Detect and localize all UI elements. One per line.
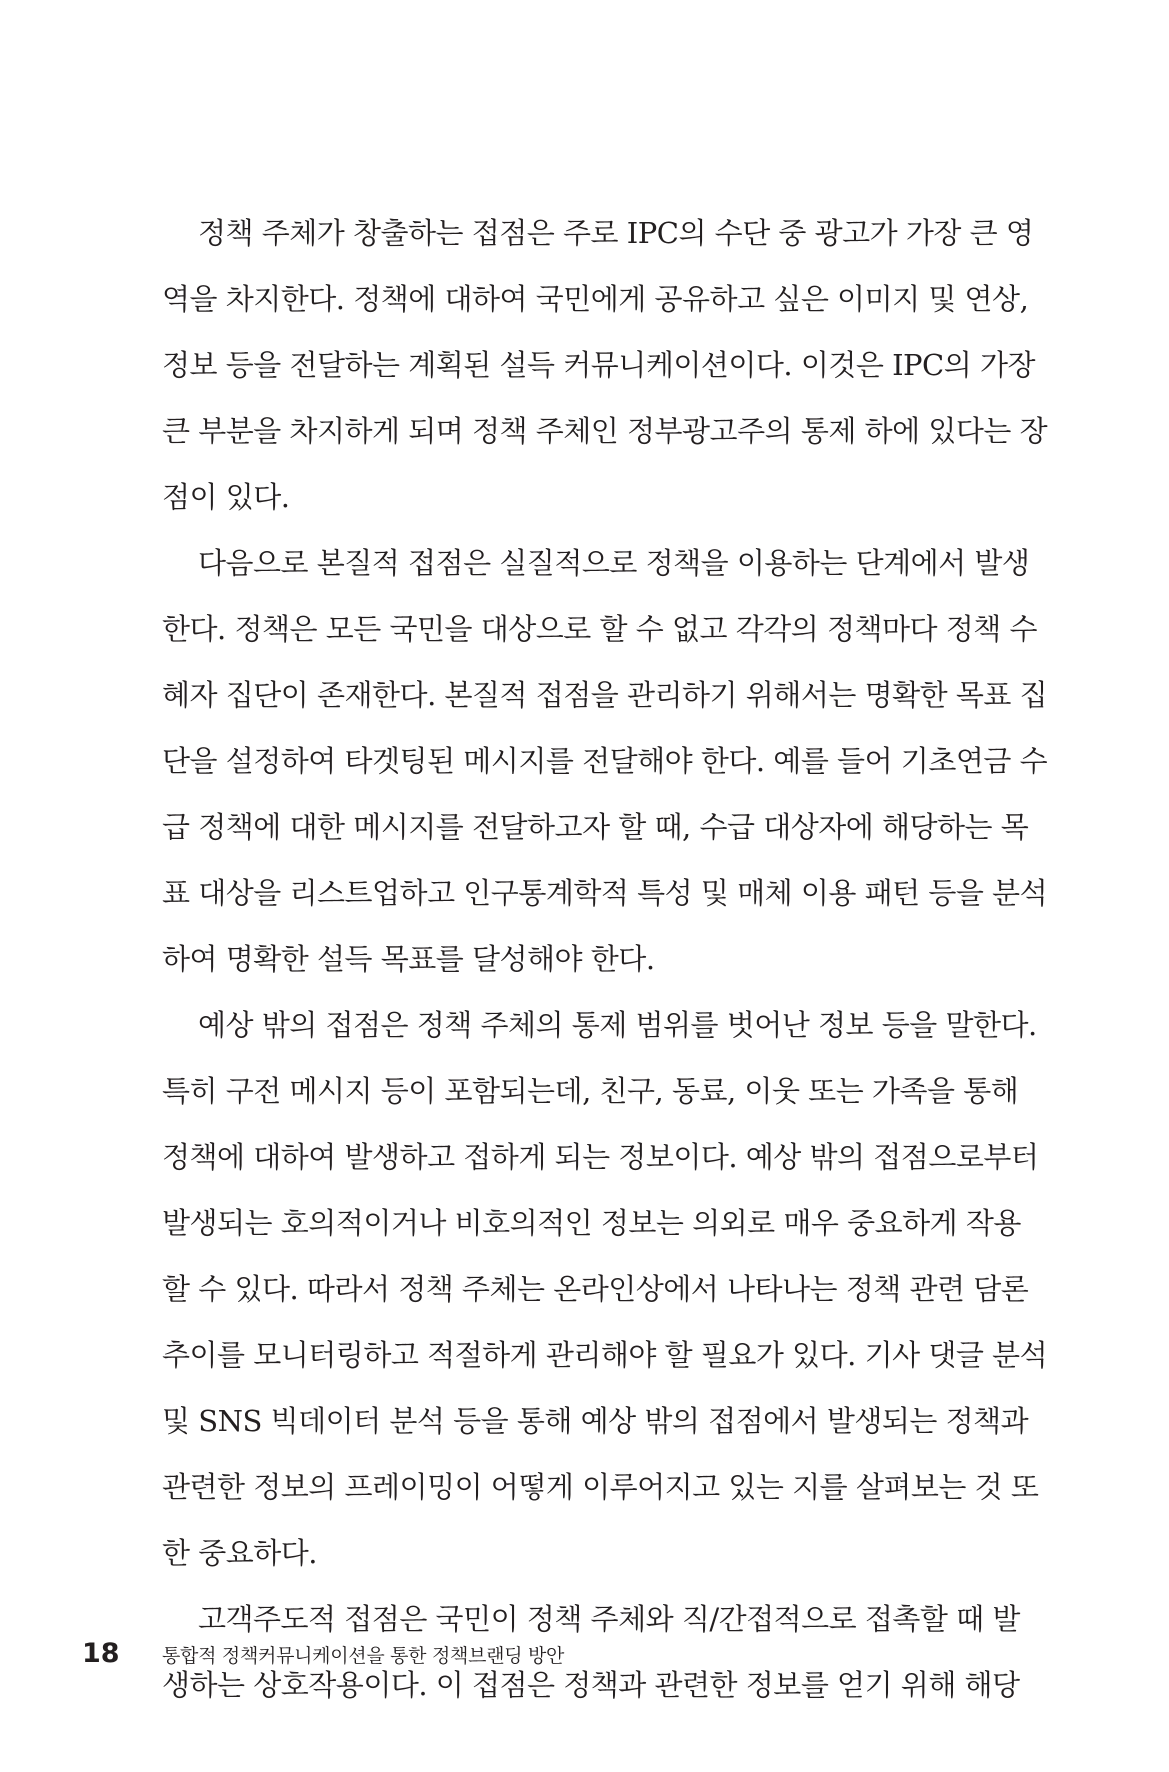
text-line: 추이를 모니터링하고 적절하게 관리해야 할 필요가 있다. 기사 댓글 분석: [162, 1338, 1048, 1372]
text-line: 한다. 정책은 모든 국민을 대상으로 할 수 없고 각각의 정책마다 정책 수: [162, 612, 1038, 646]
text-line: 표 대상을 리스트업하고 인구통계학적 특성 및 매체 이용 패턴 등을 분석: [162, 876, 1048, 910]
text-line: 예상 밖의 접점은 정책 주체의 통제 범위를 벗어난 정보 등을 말한다.: [198, 1008, 1037, 1042]
paragraph-unexpected-contact-points: [162, 992, 1048, 1586]
text-line: 및 SNS 빅데이터 분석 등을 통해 예상 밖의 접점에서 발생되는 정책과: [162, 1404, 1029, 1438]
paragraph-essential-contact-points: [162, 530, 1048, 992]
page-number: 18: [82, 1638, 120, 1669]
text-line: 정책에 대하여 발생하고 접하게 되는 정보이다. 예상 밖의 접점으로부터: [162, 1140, 1039, 1174]
body-text: [162, 200, 1048, 1718]
paragraph-ad-contact-points: [162, 200, 1048, 530]
text-line: 급 정책에 대한 메시지를 전달하고자 할 때, 수급 대상자에 해당하는 목: [162, 810, 1029, 844]
text-line: 생하는 상호작용이다. 이 접점은 정책과 관련한 정보를 얻기 위해 해당: [162, 1668, 1020, 1702]
text-line: 다음으로 본질적 접점은 실질적으로 정책을 이용하는 단계에서 발생: [198, 546, 1030, 580]
text-line: 정보 등을 전달하는 계획된 설득 커뮤니케이션이다. 이것은 IPC의 가장: [162, 348, 1036, 382]
text-line: 역을 차지한다. 정책에 대하여 국민에게 공유하고 싶은 이미지 및 연상,: [162, 282, 1029, 316]
text-line: 혜자 집단이 존재한다. 본질적 접점을 관리하기 위해서는 명확한 목표 집: [162, 678, 1048, 712]
text-line: 정책 주체가 창출하는 접점은 주로 IPC의 수단 중 광고가 가장 큰 영: [198, 216, 1034, 250]
text-line: 한 중요하다.: [162, 1536, 318, 1570]
text-line: 관련한 정보의 프레이밍이 어떻게 이루어지고 있는 지를 살펴보는 것 또: [162, 1470, 1039, 1504]
running-title: 통합적 정책커뮤니케이션을 통한 정책브랜딩 방안: [162, 1645, 565, 1667]
text-line: 할 수 있다. 따라서 정책 주체는 온라인상에서 나타나는 정책 관련 담론: [162, 1272, 1029, 1306]
text-line: 큰 부분을 차지하게 되며 정책 주체인 정부광고주의 통제 하에 있다는 장: [162, 414, 1048, 448]
text-line: 점이 있다.: [162, 480, 290, 514]
text-line: 발생되는 호의적이거나 비호의적인 정보는 의외로 매우 중요하게 작용: [162, 1206, 1021, 1240]
text-line: 고객주도적 접점은 국민이 정책 주체와 직/간접적으로 접촉할 때 발: [198, 1602, 1020, 1636]
text-line: 하여 명확한 설득 목표를 달성해야 한다.: [162, 942, 655, 976]
text-line: 단을 설정하여 타겟팅된 메시지를 전달해야 한다. 예를 들어 기초연금 수: [162, 744, 1048, 778]
text-line: 특히 구전 메시지 등이 포함되는데, 친구, 동료, 이웃 또는 가족을 통해: [162, 1074, 1019, 1108]
